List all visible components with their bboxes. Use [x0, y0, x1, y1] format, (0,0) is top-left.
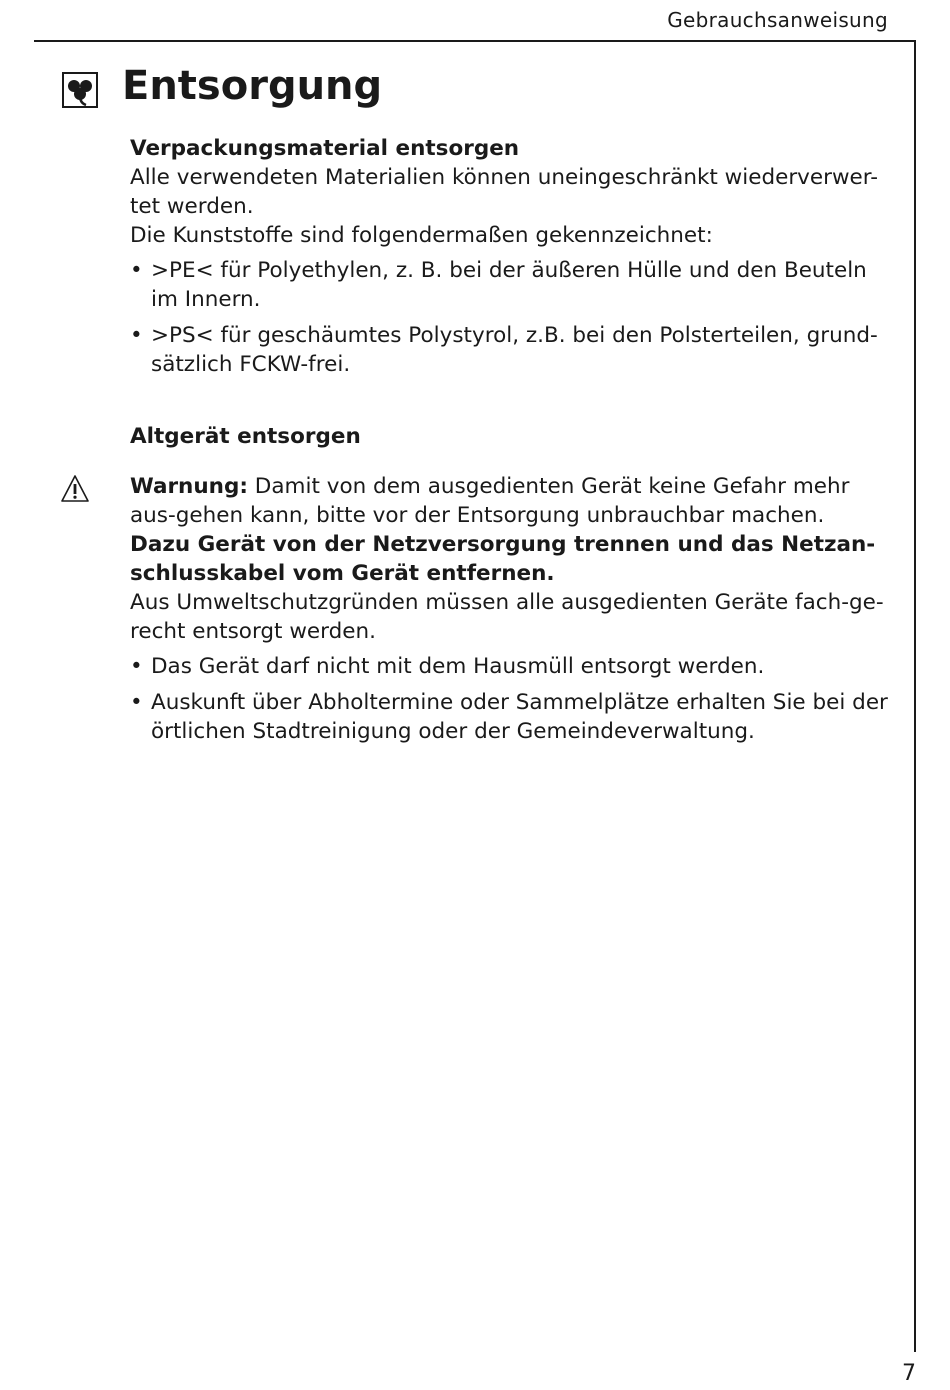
page-content: [130, 134, 890, 753]
list-item: [130, 688, 890, 746]
packaging-paragraph-2: Die Kunststoffe sind folgendermaßen gekennzeichnet:: [130, 223, 713, 248]
section-heading-appliance: Altgerät entsorgen: [130, 424, 361, 449]
side-rule: [914, 40, 916, 1352]
warning-label: Warnung:: [130, 474, 248, 499]
plastics-list: [130, 256, 890, 379]
section-heading-packaging: Verpackungsmaterial entsorgen: [130, 136, 520, 161]
list-item-text: >PE< für Polyethylen, z. B. bei der äußeren Hülle und den Beuteln im Innern.: [151, 258, 867, 312]
warning-block: [130, 472, 890, 588]
disposal-list: [130, 652, 890, 746]
warning-triangle-icon: [60, 474, 90, 504]
bullet-dot: •: [130, 690, 143, 715]
page-number: 7: [902, 1361, 916, 1386]
list-item: [130, 652, 890, 681]
header-rule: [34, 40, 916, 42]
warning-instruction: Dazu Gerät von der Netzversorgung trennen und das Netzan-schlusskabel vom Gerät entfernen.: [130, 532, 876, 586]
list-item-text: >PS< für geschäumtes Polystyrol, z.B. bei den Polsterteilen, grund-sätzlich FCKW-frei.: [151, 323, 878, 377]
section-packaging-disposal: [130, 134, 890, 379]
shamrock-icon: [62, 72, 98, 108]
list-item: [130, 321, 890, 379]
section-appliance-disposal: [130, 422, 890, 746]
running-header: Gebrauchsanweisung: [667, 8, 888, 32]
warning-body: Damit von dem ausgedienten Gerät keine Gefahr mehr aus-gehen kann, bitte vor der Entsorgung unbrauchbar machen.: [130, 474, 850, 528]
list-item-text: Auskunft über Abholtermine oder Sammelplätze erhalten Sie bei der örtlichen Stadtreinigung oder der Gemeindeverwaltung.: [151, 690, 888, 744]
list-item-text: Das Gerät darf nicht mit dem Hausmüll entsorgt werden.: [151, 654, 765, 679]
warning-text: [130, 472, 890, 530]
list-item: [130, 256, 890, 314]
environment-paragraph: Aus Umweltschutzgründen müssen alle ausgedienten Geräte fach-ge-recht entsorgt werden.: [130, 590, 884, 644]
packaging-paragraph-1: Alle verwendeten Materialien können uneingeschränkt wiederverwer-tet werden.: [130, 165, 879, 219]
bullet-dot: •: [130, 323, 143, 348]
bullet-dot: •: [130, 654, 143, 679]
bullet-dot: •: [130, 258, 143, 283]
page-title: Entsorgung: [122, 63, 383, 109]
